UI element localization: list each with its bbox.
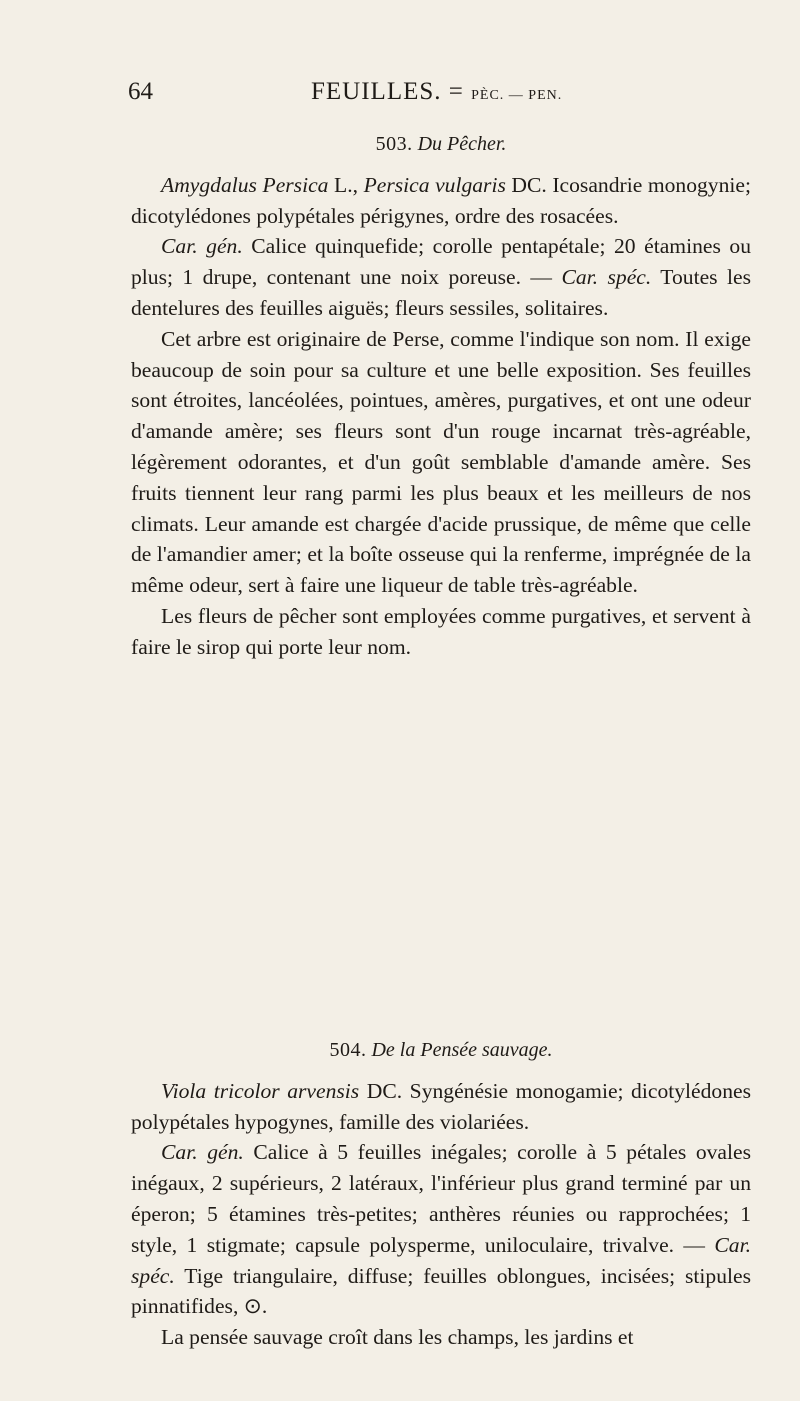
running-title-main: FEUILLES. = (311, 78, 464, 105)
paragraph: Cet arbre est originaire de Perse, comme l'indique son nom. Il exige beaucoup de soin pour sa culture et une belle exposition. Ses feuilles sont étroites, lancéolées, pointues, amères, purgatives, et ont une odeur d'amande amère; ses fleurs sont d'un rouge incarnat très-agréable, légèrement odorantes, et d'un goût semblable d'amande amère. Ses fruits tiennent leur rang parmi les plus beaux et les meilleurs de nos climats. Leur amande est chargée d'acide prussique, de même que celle de l'amandier amer; et la boîte osseuse qui la renferme, imprégnée de la même odeur, sert à faire une liqueur de table très-agréable. (131, 326, 751, 598)
latin-name: Viola tricolor arvensis (161, 1078, 360, 1103)
paragraph-text: DC. Icosandrie monogynie; dicotylédones polypétales périgynes, ordre des rosacées. (131, 172, 751, 228)
paragraph (131, 170, 751, 232)
latin-synonym: Persica vulgaris (363, 172, 506, 197)
paragraph-text: L., (328, 172, 364, 197)
running-title-sub: PÈC. — PEN. (471, 88, 563, 103)
paragraph (131, 231, 751, 323)
section-wild-pansy (131, 1035, 751, 1353)
char-gen-label: Car. gén. (161, 1140, 244, 1165)
page-number: 64 (128, 78, 153, 105)
section-title: De la Pensée sauvage. (371, 1039, 553, 1061)
section-heading (131, 1035, 751, 1066)
char-gen-label: Car. gén. (161, 234, 243, 259)
paragraph-text: DC. Syngénésie monogamie; dicotylédones polypétales hypogynes, famille des violariées. (131, 1078, 751, 1134)
paragraph-text: Calice quinquefide; corolle pentapétale; 20 étamines ou plus; 1 drupe, contenant une noix poreuse. — (131, 234, 751, 290)
paragraph: Les fleurs de pêcher sont employées comme purgatives, et servent à faire le sirop qui porte leur nom. (131, 603, 751, 659)
paragraph-text: Toutes les dentelures des feuilles aiguës; fleurs sessiles, solitaires. (131, 265, 751, 320)
paragraph (131, 1076, 751, 1138)
paragraph: La pensée sauvage croît dans les champs, les jardins et (161, 1325, 634, 1350)
section-number: 504. (329, 1039, 367, 1061)
latin-name: Amygdalus Persica (161, 172, 329, 197)
paragraph-text: Tige triangulaire, diffuse; feuilles oblongues, incisées; stipules pinnatifides, ⊙. (131, 1263, 751, 1319)
char-spec-label: Car. spéc. (561, 265, 652, 290)
running-title (311, 78, 562, 106)
section-number: 503. (375, 133, 413, 155)
section-peach (131, 105, 751, 663)
section-heading (131, 129, 751, 160)
paragraph-text: Calice à 5 feuilles inégales; corolle à 5 pétales ovales inégaux, 2 supérieurs, 2 latéraux, l'inférieur plus grand terminé par un éperon; 5 étamines très-petites; anthères réunies ou rapprochées; 1 style, 1 stigmate; capsule polysperme, uniloculaire, trivalve. — (131, 1140, 751, 1257)
char-spec-label: Car. spéc. (131, 1232, 751, 1288)
section-title: Du Pêcher. (417, 133, 507, 155)
paragraph (131, 1137, 751, 1322)
